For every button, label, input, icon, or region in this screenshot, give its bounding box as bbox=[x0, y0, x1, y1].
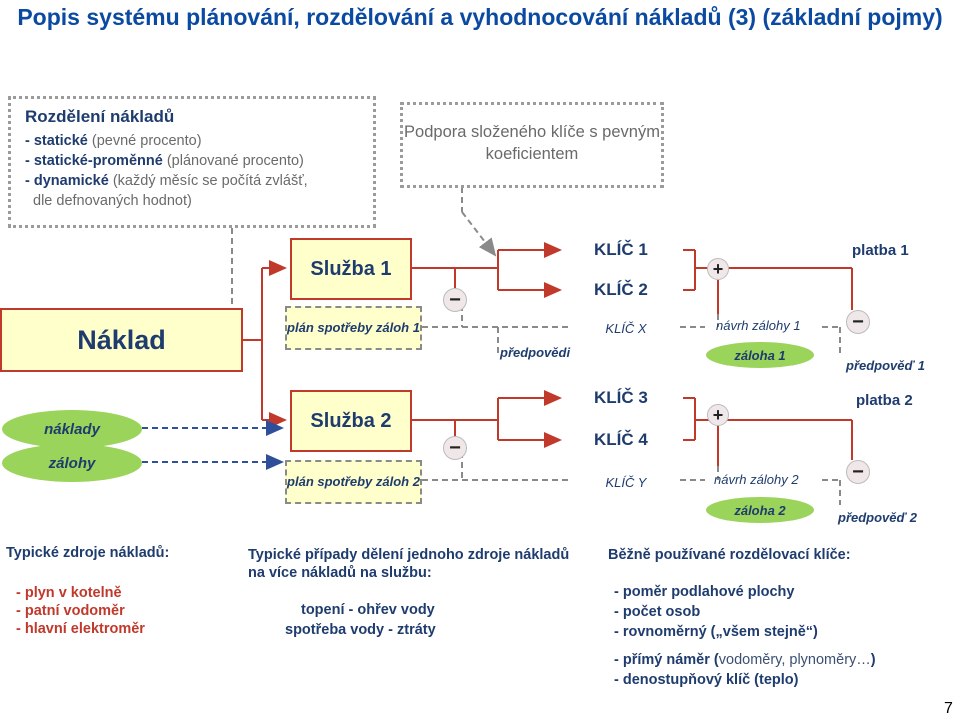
predpoved1-label: předpověď 1 bbox=[846, 358, 925, 373]
zaloha1-label: záloha 1 bbox=[734, 347, 786, 363]
klice-item: - denostupňový klíč (teplo) bbox=[614, 672, 799, 688]
rozdeleni-heading: Rozdělení nákladů bbox=[25, 107, 175, 126]
klice-item: - poměr podlahové plochy bbox=[614, 584, 795, 600]
sluzba1-box bbox=[290, 238, 412, 300]
klice-primy-end: ) bbox=[870, 652, 876, 668]
klice-primy-bold: - přímý náměr ( bbox=[614, 652, 719, 668]
page-number: 7 bbox=[944, 700, 953, 717]
sluzba2-box bbox=[290, 390, 412, 452]
pripady-line: topení - ohřev vody bbox=[301, 602, 435, 618]
klice-item bbox=[614, 650, 948, 670]
pripady-line: spotřeba vody - ztráty bbox=[285, 622, 436, 638]
plan2-label: plán spotřeby záloh 2 bbox=[287, 474, 420, 489]
klice-item: - rovnoměrný („všem stejně“) bbox=[614, 624, 818, 640]
minus-icon: − bbox=[846, 310, 870, 334]
plan2-box bbox=[285, 460, 422, 504]
rozdeleni-item: - statické-proměnné (plánované procento) bbox=[25, 153, 304, 169]
zdroje-section bbox=[6, 544, 226, 638]
plan1-box bbox=[285, 306, 422, 350]
minus-icon: − bbox=[443, 288, 467, 312]
klic3-label: KLÍČ 3 bbox=[594, 388, 648, 407]
rozdeleni-box bbox=[8, 96, 376, 228]
platba1-label: platba 1 bbox=[852, 242, 909, 259]
naklad-box bbox=[0, 308, 243, 372]
zalohy-label: zálohy bbox=[48, 454, 96, 472]
predpoved2-label: předpověď 2 bbox=[838, 510, 917, 525]
rozdeleni-item: dle defnovaných hodnot) bbox=[33, 193, 192, 209]
klice-heading: Běžně používané rozdělovací klíče: bbox=[608, 547, 851, 563]
naklady-label: náklady bbox=[44, 420, 100, 438]
predpovedi-label: předpovědi bbox=[500, 345, 571, 360]
zaloha2-ellipse bbox=[706, 497, 814, 523]
podpora-box bbox=[400, 102, 664, 188]
klice-section bbox=[608, 546, 948, 690]
navrh1-label: návrh zálohy 1 bbox=[716, 318, 801, 333]
naklady-ellipse bbox=[2, 410, 142, 448]
pripady-section bbox=[248, 546, 578, 640]
platba2-label: platba 2 bbox=[856, 392, 913, 409]
klicx-box bbox=[572, 318, 680, 338]
klicx-label: KLÍČ X bbox=[605, 320, 647, 336]
minus-icon: − bbox=[443, 436, 467, 460]
klice-primy-gray: vodoměry, plynoměry… bbox=[718, 652, 871, 668]
zdroje-item: - patní vodoměr bbox=[16, 603, 125, 619]
klic4-label: KLÍČ 4 bbox=[594, 430, 648, 449]
plus-icon: + bbox=[707, 404, 729, 426]
plan1-label: plán spotřeby záloh 1 bbox=[287, 320, 420, 335]
minus-icon: − bbox=[846, 460, 870, 484]
klic1-label: KLÍČ 1 bbox=[594, 240, 648, 259]
zaloha1-ellipse bbox=[706, 342, 814, 368]
rozdeleni-item: - statické (pevné procento) bbox=[25, 133, 202, 149]
navrh2-label: návrh zálohy 2 bbox=[714, 472, 799, 487]
klic2-label: KLÍČ 2 bbox=[594, 280, 648, 299]
pripady-heading: Typické případy dělení jednoho zdroje nákladů na více nákladů na službu: bbox=[248, 547, 570, 581]
page-title: Popis systému plánování, rozdělování a vyhodnocování nákladů (3) (základní pojmy) bbox=[17, 4, 943, 30]
klicy-label: KLÍČ Y bbox=[605, 474, 647, 490]
zdroje-heading: Typické zdroje nákladů: bbox=[6, 545, 170, 561]
zalohy-ellipse bbox=[2, 444, 142, 482]
naklad-label: Náklad bbox=[77, 324, 166, 355]
zdroje-item: - hlavní elektroměr bbox=[16, 621, 145, 637]
sluzba1-label: Služba 1 bbox=[310, 257, 392, 280]
plus-icon: + bbox=[707, 258, 729, 280]
zdroje-item: - plyn v kotelně bbox=[16, 585, 122, 601]
sluzba2-label: Služba 2 bbox=[310, 409, 392, 432]
podpora-text: Podpora složeného klíče s pevným koeficientem bbox=[404, 123, 660, 163]
zaloha2-label: záloha 2 bbox=[734, 502, 786, 518]
klice-item: - počet osob bbox=[614, 604, 701, 620]
klicy-box bbox=[572, 472, 680, 492]
rozdeleni-item: - dynamické (každý měsíc se počítá zvlášť, bbox=[25, 173, 308, 189]
